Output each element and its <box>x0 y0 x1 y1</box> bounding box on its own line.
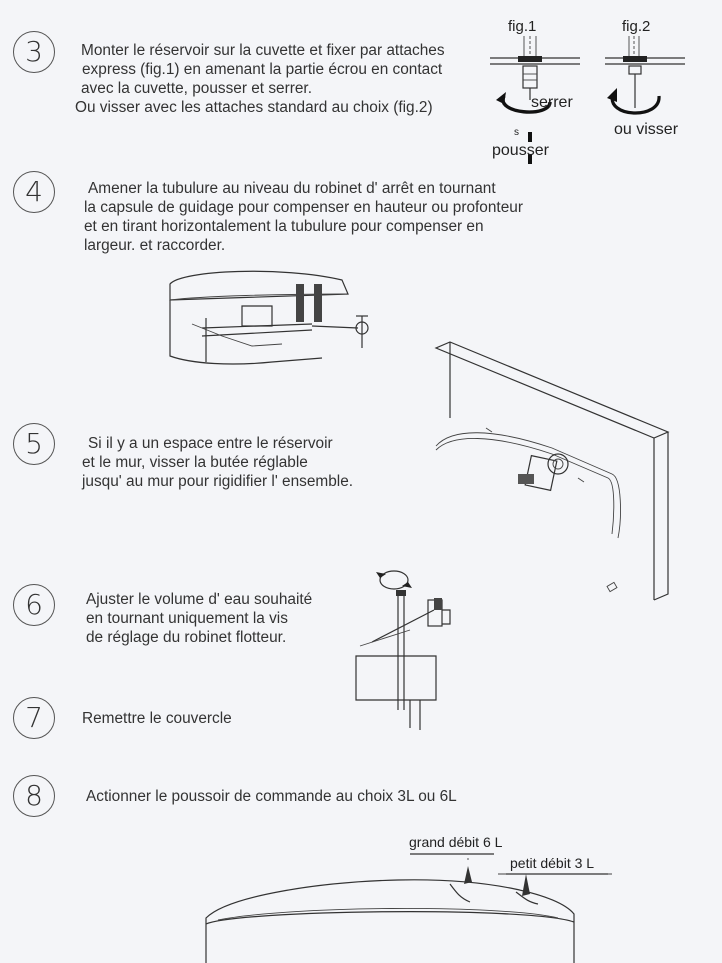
cistern-lid-illustration <box>198 848 598 963</box>
step-4-text <box>84 179 523 255</box>
step-7-number: 7 <box>13 697 55 739</box>
step-4-line-2: la capsule de guidage pour compenser en hauteur ou profonteur <box>84 199 523 216</box>
step-6-line-2: en tournant uniquement la vis <box>86 610 288 627</box>
fig1-serrer-label: serrer <box>531 94 573 111</box>
step-8-number: 8 <box>13 775 55 817</box>
step-3-line-4: Ou visser avec les attaches standard au choix (fig.2) <box>75 99 433 116</box>
fig1-title: fig.1 <box>508 18 537 35</box>
grand-debit-label: grand débit 6 L <box>409 834 503 850</box>
step-3-line-2: express (fig.1) en amenant la partie écrou en contact <box>82 61 443 78</box>
tank-connection-illustration <box>162 266 382 376</box>
step-6-line-3: de réglage du robinet flotteur. <box>86 629 287 646</box>
step-3-number: 3 <box>13 31 55 73</box>
step-4-line-1: Amener la tubulure au niveau du robinet d' arrêt en tournant <box>88 180 496 197</box>
fig2-title: fig.2 <box>622 18 651 35</box>
wall-bracket-illustration <box>432 338 672 608</box>
step-5-text <box>82 434 353 491</box>
step-7-line-1: Remettre le couvercle <box>82 710 232 727</box>
step-5-line-2: et le mur, visser la butée réglable <box>82 454 308 471</box>
step-5-line-3: jusqu' au mur pour rigidifier l' ensemble. <box>82 473 354 490</box>
step-8-text <box>86 787 457 806</box>
step-6-line-1: Ajuster le volume d' eau souhaité <box>86 591 313 608</box>
fig1-pousser-label: pousser <box>492 142 549 159</box>
step-8-line-1: Actionner le poussoir de commande au choix 3L ou 6L <box>86 788 457 805</box>
petit-debit-label: petit débit 3 L <box>510 855 595 871</box>
step-5-line-1: Si il y a un espace entre le réservoir <box>88 435 333 452</box>
step-4-line-3: et en tirant horizontalement la tubulure pour compenser en <box>84 218 484 235</box>
fig2-visser-label: ou visser <box>614 121 679 138</box>
fig1-s-mark: s <box>514 127 519 138</box>
step-3-text <box>75 41 445 117</box>
step-3-line-1: Monter le réservoir sur la cuvette et fixer par attaches <box>81 42 445 59</box>
step-4-line-4: largeur. et raccorder. <box>84 237 226 254</box>
step-7-text <box>82 709 232 728</box>
step-4-number: 4 <box>13 171 55 213</box>
step-5-number: 5 <box>13 423 55 465</box>
step-6-text <box>86 590 312 647</box>
step-6-number: 6 <box>13 584 55 626</box>
step-3-line-3: avec la cuvette, pousser et serrer. <box>81 80 312 97</box>
float-valve-illustration <box>350 560 460 730</box>
